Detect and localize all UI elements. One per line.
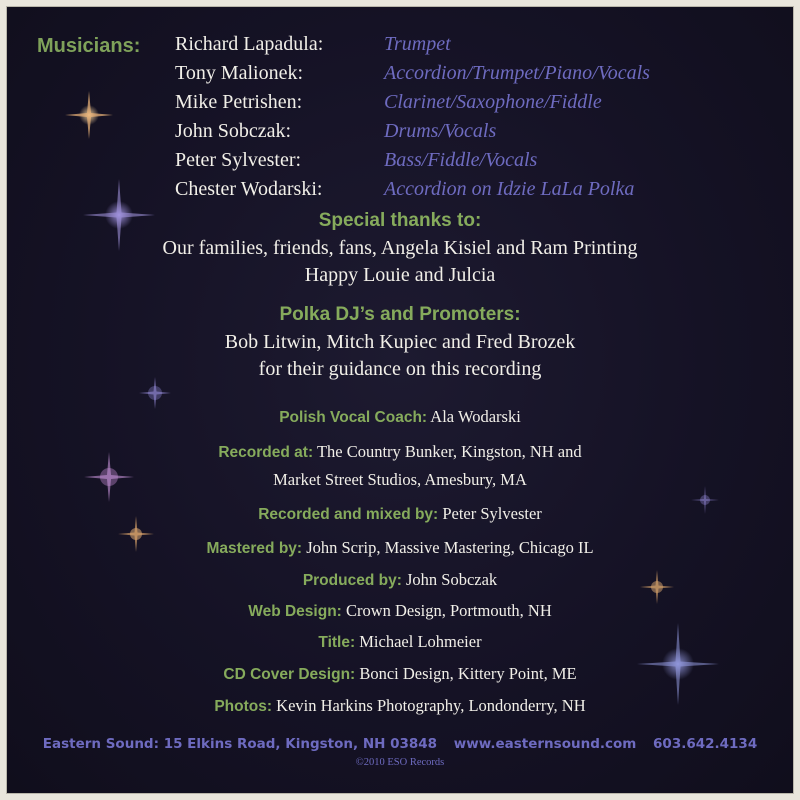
footer-phone: 603.642.4134 <box>653 736 758 752</box>
credit-value: Ala Wodarski <box>430 407 521 426</box>
credit-label: Recorded at: <box>218 444 314 461</box>
musician-role: Drums/Vocals <box>384 120 497 142</box>
credit-label: Produced by: <box>302 572 402 589</box>
musician-role: Bass/Fiddle/Vocals <box>384 149 538 171</box>
credit-label: Web Design: <box>248 603 342 620</box>
musician-name: Tony Malionek: <box>175 62 304 84</box>
cd-insert-card <box>7 7 793 793</box>
credit-label: Title: <box>318 634 356 651</box>
credit-vocal-coach <box>7 407 793 427</box>
footer-contact <box>7 736 793 752</box>
thanks-line: Our families, friends, fans, Angela Kisiel and Ram Printing <box>162 237 638 259</box>
musician-role: Clarinet/Saxophone/Fiddle <box>384 91 602 113</box>
special-thanks-heading: Special thanks to: <box>318 210 482 231</box>
credit-web-design <box>7 601 793 621</box>
copyright-notice: ©2010 ESO Records <box>355 757 445 768</box>
footer-website: www.easternsound.com <box>453 736 637 752</box>
credit-value: Bonci Design, Kittery Point, ME <box>359 664 577 683</box>
credit-value: John Scrip, Massive Mastering, Chicago IL <box>306 538 594 557</box>
musician-name: Chester Wodarski: <box>175 178 323 200</box>
credit-label: Polish Vocal Coach: <box>279 409 428 426</box>
sparkle-star-icon <box>59 85 119 145</box>
musicians-heading: Musicians: <box>37 35 141 57</box>
credit-title <box>7 632 793 652</box>
credit-value: John Sobczak <box>405 570 498 589</box>
promoters-line: for their guidance on this recording <box>258 358 542 380</box>
credit-label: Photos: <box>214 698 273 715</box>
credit-value: Peter Sylvester <box>442 504 542 523</box>
musician-role: Accordion/Trumpet/Piano/Vocals <box>384 62 650 84</box>
credit-label: Recorded and mixed by: <box>258 506 439 523</box>
musician-name: John Sobczak: <box>175 120 292 142</box>
credit-recorded-at-continued <box>7 470 793 490</box>
credit-value: The Country Bunker, Kingston, NH and <box>316 442 582 461</box>
thanks-line: Happy Louie and Julcia <box>304 264 496 286</box>
musician-role: Accordion on Idzie LaLa Polka <box>384 178 635 200</box>
musician-role: Trumpet <box>384 33 451 55</box>
credit-label: Mastered by: <box>206 540 303 557</box>
credit-value: Market Street Studios, Amesbury, MA <box>273 470 527 489</box>
credit-photos <box>7 696 793 716</box>
credit-label: CD Cover Design: <box>223 666 356 683</box>
promoters-heading: Polka DJ’s and Promoters: <box>279 304 521 325</box>
promoters-line: Bob Litwin, Mitch Kupiec and Fred Brozek <box>224 331 576 353</box>
credit-value: Michael Lohmeier <box>359 632 482 651</box>
credit-cd-cover-design <box>7 664 793 684</box>
credit-mastered-by <box>7 538 793 558</box>
credit-value: Crown Design, Portmouth, NH <box>345 601 552 620</box>
footer-address: Eastern Sound: 15 Elkins Road, Kingston, NH 03848 <box>42 736 438 752</box>
credit-value: Kevin Harkins Photography, Londonderry, NH <box>276 696 586 715</box>
credit-produced-by <box>7 570 793 590</box>
credit-recorded-at <box>7 442 793 462</box>
credit-recorded-mixed-by <box>7 504 793 524</box>
musician-name: Mike Petrishen: <box>175 91 303 113</box>
musician-name: Peter Sylvester: <box>175 149 302 171</box>
musician-name: Richard Lapadula: <box>175 33 324 55</box>
